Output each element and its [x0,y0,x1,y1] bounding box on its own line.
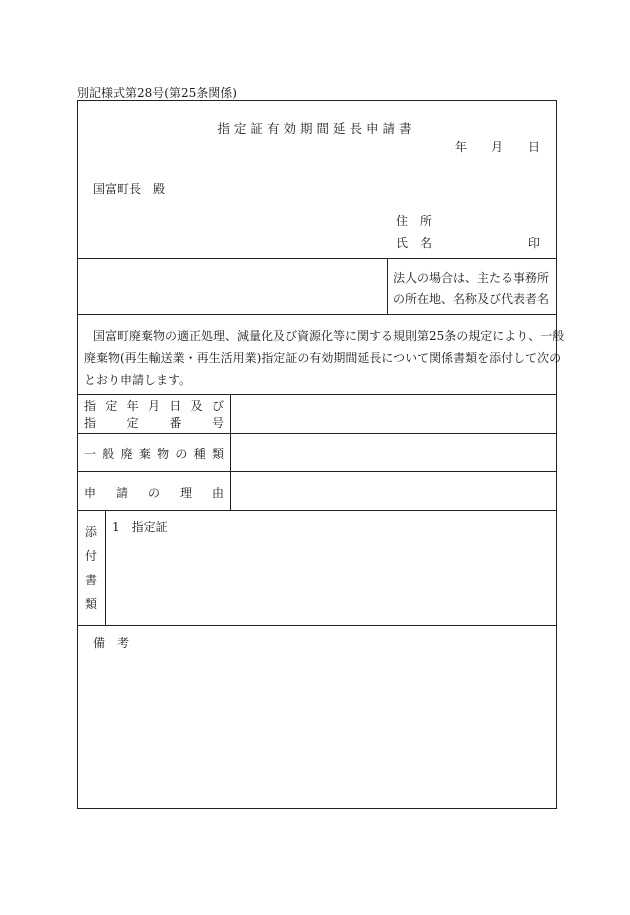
corporate-note: の所在地、名称及び代表者名 [393,292,550,306]
corporate-note: 法人の場合は、主たる事務所 [393,271,550,285]
label-char: 廃 [120,447,133,461]
body-text: とおり申請します。 [84,373,192,387]
addressee: 国富町長 殿 [93,182,166,196]
address-label: 住 所 [396,214,433,228]
label-char: 定 [126,416,139,430]
label-char: の [147,486,160,500]
remarks-label: 備 考 [93,636,130,650]
divider [77,433,557,434]
divider [77,471,557,472]
label-char: 由 [211,486,224,500]
attachment-item: 1 指定証 [112,520,168,534]
seal-mark: 印 [528,236,541,250]
date-month: 月 [491,140,504,154]
attachments-label [80,520,102,616]
label-char: 一 [84,447,97,461]
page-title: 指定証有効期間延長申請書 [217,121,416,136]
label-char: 添 [84,525,97,539]
label-char: 月 [147,399,160,413]
label-char: の [175,447,188,461]
label-char: 日 [169,399,182,413]
label-char: 類 [211,447,224,461]
date-year: 年 [455,140,468,154]
divider [387,258,388,314]
body-text: 廃棄物(再生輸送業・再生活用業)指定証の有効期間延長について関係書類を添付して次の [84,351,562,365]
label-char: 請 [115,486,128,500]
divider [77,625,557,626]
body-text: 国富町廃棄物の適正処理、減量化及び資源化等に関する規則第25条の規定により、一般 [93,329,565,343]
divider [77,314,557,315]
label-char: 類 [84,597,97,611]
date-day: 日 [528,140,541,154]
label-char: 種 [193,447,206,461]
label-char: 申 [84,486,97,500]
divider [77,394,557,395]
form-number: 別記様式第28号(第25条関係) [77,86,237,100]
label-char: 号 [211,416,224,430]
reason-label [84,484,224,501]
label-char: 棄 [138,447,151,461]
divider [105,510,106,625]
label-char: 付 [84,549,97,563]
divider [77,258,557,259]
designation-label [84,397,224,414]
label-char: 及 [190,399,203,413]
label-char: 物 [157,447,170,461]
label-char: 理 [179,486,192,500]
divider [77,510,557,511]
label-char: び [211,399,224,413]
label-char: 番 [169,416,182,430]
label-char: 指 [84,416,97,430]
label-char: 指 [84,399,97,413]
label-char: 般 [102,447,115,461]
label-char: 書 [84,573,97,587]
label-char: 年 [126,399,139,413]
name-label: 氏 名 [396,236,433,250]
label-char: 定 [105,399,118,413]
divider [230,394,231,510]
waste-type-label [84,445,224,462]
designation-label [84,414,224,431]
